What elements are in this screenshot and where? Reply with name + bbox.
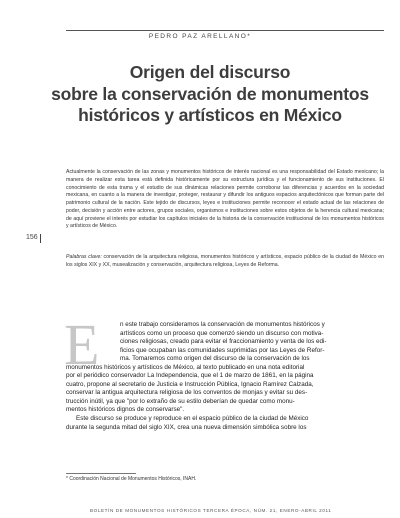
body-line: mentos históricos dignos de conservarse". bbox=[66, 406, 185, 414]
body-text bbox=[66, 321, 384, 432]
header-rule bbox=[66, 30, 384, 31]
keywords-text: conservación de la arquitectura religiosa, monumentos históricos y artísticos, espacio público de la ciudad de México en los siglos XIX y XX, musealización y conservación, arquitectura religiosa, Leyes de Reforma. bbox=[66, 254, 385, 268]
body-line: trucción inútil, ya que "por lo extraño de su estilo deberían de quedar como monu- bbox=[66, 397, 295, 405]
article-title bbox=[20, 62, 400, 127]
body-line: ficios que ocupaban las comunidades suprimidas por las Leyes de Refor- bbox=[120, 346, 325, 354]
footnote: * Coordinación Nacional de Monumentos Históricos, INAH. bbox=[66, 476, 197, 482]
keywords-label: Palabras clave: bbox=[66, 254, 102, 260]
page-number-divider bbox=[40, 234, 41, 243]
body-line: cuatro, propone al secretario de Justicia e Instrucción Pública, Ignacio Ramírez Calzada, bbox=[66, 380, 314, 388]
title-line-3: históricos y artísticos en México bbox=[78, 105, 342, 125]
author-name: PEDRO PAZ ARELLANO* bbox=[148, 33, 252, 40]
body-line: monumentos históricos y artísticos de México, al texto publicado en una nota editorial bbox=[66, 363, 305, 371]
body-line: artísticos como un proceso que comenzó siendo un discurso con motiva- bbox=[120, 329, 324, 337]
abstract: Actualmente la conservación de las zonas y monumentos históricos de interés nacional es una responsabilidad del Estado mexicano; la manera de realizar esta tarea está definida históricamente por su estructura jurídica y el funcionamiento de sus instituciones. El conocimiento de esta trama y el estudio de sus dinámicas relaciones permite corroborar las diferencias y acuerdos en la sociedad mexicana, en cuanto a la manera de investigar, proteger, restaurar y difundir los antiguos espacios arquitectónicos que forman parte del patrimonio cultural de la nación. Este tejido de discursos, leyes e instituciones permite reconocer el estado actual de las relaciones de poder, decisión y acción entre actores, grupos sociales, organismos e instituciones sobre estos objetos de la herencia cultural mexicana; de aquí proviene el interés por estudiar los capítulos iniciales de la historia de la conservación institucional de los monumentos históricos y artísticos de México. bbox=[66, 169, 384, 230]
body-line: conservar la antigua arquitectura religiosa de los conventos de monjas y evitar su des- bbox=[66, 389, 308, 397]
body-line: ciones religiosas, creado para evitar el fraccionamiento y venta de los edi- bbox=[120, 338, 327, 346]
body-line: n este trabajo consideramos la conservación de monumentos históricos y bbox=[120, 321, 325, 328]
drop-cap: E bbox=[64, 312, 100, 377]
journal-footer: BOLETÍN DE MONUMENTOS HISTÓRICOS TERCERA ÉPOCA, NÚM. 21, ENERO-ABRIL 2011 bbox=[90, 508, 332, 513]
body-line: por el periódico conservador La Independencia, que el 1 de marzo de 1861, en la página bbox=[66, 372, 314, 380]
page-number: 156 bbox=[26, 234, 38, 241]
keywords bbox=[66, 254, 384, 270]
body-line: durante la segunda mitad del siglo XIX, crea una nueva dimensión simbólica sobre los bbox=[66, 423, 307, 431]
title-line-2: sobre la conservación de monumentos bbox=[51, 83, 369, 104]
title-line-1: Origen del discurso bbox=[129, 62, 291, 82]
body-line: Este discurso se produce y reproduce en el espacio público de la ciudad de México bbox=[76, 415, 309, 423]
footnote-rule bbox=[66, 473, 136, 474]
body-line: ma. Tomaremos como origen del discurso de la conservación de los bbox=[120, 355, 310, 363]
